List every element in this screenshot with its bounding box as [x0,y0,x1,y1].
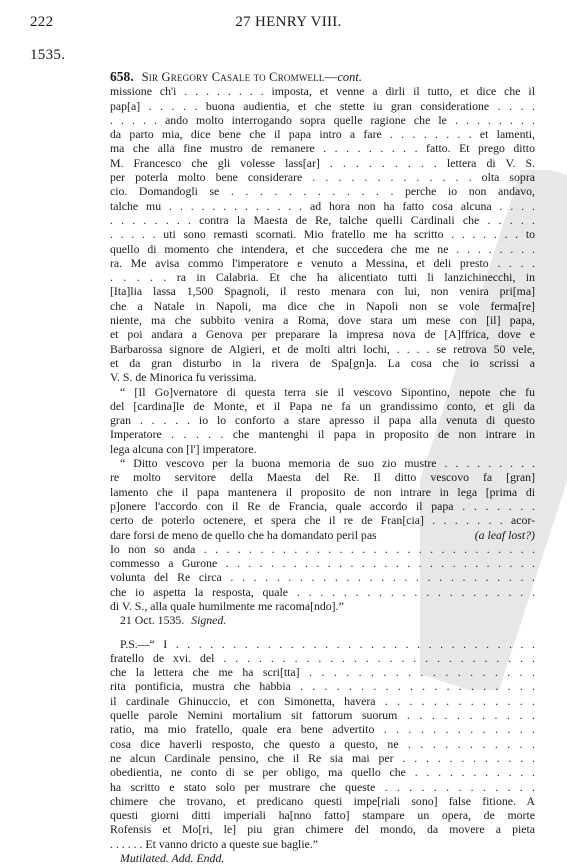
paragraph-vescovo [110,456,535,613]
postscript-line: P.S.—“ I . . . . . . . . . . . . . . . . . . . . . . . . . . . . . . . . [120,636,535,651]
signature-line [110,613,535,627]
running-head [30,14,547,32]
postscript-line: cosa dice haverli resposto, che questo a questo, ne . . . . . . . . . . . [110,736,535,751]
para3-line: commesso a Gurone . . . . . . . . . . . . . . . . . . . . . . . . . . . . [110,556,535,571]
lines-line: . . . . . . . . contra la Maesta de Re, talche quelli Cardinali che . . . . . [110,212,535,227]
postscript [110,637,535,851]
postscript-line: Rofensis et Mo[ri, le] piu gran chimere del mondo, da movere a pieta [110,822,535,837]
entry-heading [110,70,535,84]
lines-line: . . . . . ra in Calabria. Et che ha alicentiato tutti li lanzichinecchi, in [110,270,535,285]
lines-line: Barbarossa signore de Algieri, et de molti altri lochi, . . . . se retrova 50 vele, [110,341,535,356]
gap [110,628,535,637]
lines-line: V. S. de Minorica fu verissima. [110,370,257,385]
postscript-line: questi giorni ditti imperiali ha[nno fatto] stampare un opera, de morte [110,808,535,823]
para2-line: lega alcuna con [l'] imperatore. [110,441,257,456]
para3-line: “ Ditto vescovo per la buona memoria de suo zio mustre . . . . . . . . . [120,456,535,471]
para3-line: lamento che il papa mantenera il proposito de non intrare in lega [prima di [110,484,535,499]
para3-line: certo de poterlo octenere, et spera che il re de Fran[cia] . . . . . . . acor- [110,513,535,528]
postscript-line: quelle parole Nemini mortalium sit fattorum suorum . . . . . . . . . . . [110,708,535,723]
lines-line: niente, ma che subbito venira a Roma, dove stara um mese con [il] papa, [110,313,535,328]
paragraph-main [110,84,535,384]
lines-line: et poi andara a Genova per preparare la impresa nova de [A]ffrica, dove e [110,327,535,342]
para3-line-text: dare forsi de meno de quello che ha domandato peril pas [110,527,377,542]
lines-line: . . . . . ando molto interrogando sopra quelle ragione che le . . . . . . . . [110,112,535,127]
year-marker: 1535. [30,47,66,63]
entry-title-suffix: cont. [337,70,362,84]
para2-line: “ [Il Go]vernatore di questa terra sie il vescovo Sipontino, nepote che fu [120,384,535,399]
lines-line: pap[a] . . . . . buona audientia, et che stette iu gran consideratione . . . . [110,98,535,113]
entry-title: Sir Gregory Casale to Cromwell— [141,70,338,84]
document-body [110,70,535,865]
lines-line: talche mu . . . . . . . . . . . . . ad hora non ha fatto cosa alcuna . . . . [110,198,535,213]
para3-line: re molto servitore della Maesta del Re. Il ditto vescovo fa [gran] [110,470,535,485]
lines-line: . . . . . uti sono remasti scornati. Mio fratello me ha scritto . . . . . . . to [110,227,535,242]
postscript-line: ha scritto e stato solo per mustrare che queste . . . . . . . . . . . . . [110,779,535,794]
para2-line: del [cardina]le de Monte, et il Papa ne fa un grandissimo conto, et gli da [110,398,535,413]
para2-line: Imperatore . . . . . che mantenghi il papa in proposito de non intrare in [110,427,535,442]
lines-line: missione ch'i . . . . . . . . imposta, et venne a dirli il tutto, et dice che il [110,84,535,99]
signature-date: 21 Oct. 1535. [120,613,185,628]
page-number: 222 [30,14,54,30]
postscript-line: . . . . . . Et vanno dricto a queste sue baglie.” [110,836,319,851]
para3-line: volunta del Re circa . . . . . . . . . . . . . . . . . . . . . . . . . . . [110,570,535,585]
para3-line: che io aspetta la resposta, quale . . . . . . . . . . . . . . . . . . . . . [110,584,535,599]
lines-line: che a Natale in Napoli, ma dice che in Napoli non se vole ferma[re] [110,298,535,313]
postscript-line: ne alcun Cardinale pensino, che il Re sia mai per . . . . . . . . . . . . [110,750,535,765]
closing-note: Mutilated. Add. Endd. [120,851,225,865]
para3-line: di V. S., alla quale humilmente me racoma[ndo].” [110,598,344,613]
lines-line: M. Francesco che gli volesse lass[ar] . . . . . . . . . lettera di V. S. [110,155,535,170]
para3-line: Io non so anda . . . . . . . . . . . . . . . . . . . . . . . . . . . . . . [110,541,535,556]
para2-line: gran . . . . . io lo conforto a stare apresso il papa alla venuta di questo [110,413,535,428]
entry-number: 658. [110,70,134,84]
lines-line: et da gran disturbo in la rivera de Spa[gn]a. La cosa che io scrissi a [110,355,535,370]
lines-line: ra. Me avisa commo l'imperatore e venuto a Messina, et deli presto . . . . [110,255,535,270]
postscript-line: rita pontificia, mustra che habbia . . . . . . . . . . . . . . . . . . . . [110,679,535,694]
postscript-line: ratio, ma mio fratello, quale era bene advertito . . . . . . . . . . . . . [110,722,535,737]
paragraph-governor [110,385,535,456]
lines-line: quello di momento che intendera, et che succedera che me ne . . . . . . . . [110,241,535,256]
lines-line: [Ita]lia lassa 1,500 Spagnoli, il resto menara con lui, non venira pri[ma] [110,284,535,299]
signature-label: Signed. [191,613,227,628]
postscript-line: che la lettera che me ha scri[tta] . . . . . . . . . . . . . . . . . . . [110,665,535,680]
leaf-note: (a leaf lost?) [474,527,535,542]
running-title: 27 HENRY VIII. [235,14,342,30]
postscript-line: fratello de xvi. del . . . . . . . . . . . . . . . . . . . . . . . . . . . [110,650,535,665]
postscript-line: obedientia, ne conto di se per obligo, ma quello che . . . . . . . . . . . [110,765,535,780]
lines-line: cio. Domandogli se . . . . . . . . . . . . perche io non andavo, [110,184,535,199]
lines-line: per poterla molto bene considerare . . . . . . . . . . . . . olta sopra [110,170,535,185]
postscript-line: chimere che trovano, et predicano questi impe[riali sono] false fitione. A [110,793,535,808]
postscript-line: il cardinale Ghinuccio, et con Simonetta, havera . . . . . . . . . . . . . [110,693,535,708]
para3-line: p]onere l'accordo con il Re de Francia, quale accordo il papa . . . . . . . [110,498,535,513]
para3-line [110,528,535,542]
lines-line: da parto mia, dice bene che il papa intro a fare . . . . . . . . et lamenti, [110,127,535,142]
lines-line: ma che alla fine mustro de remanere . . . . . . . . . fatto. Et prego ditto [110,141,535,156]
